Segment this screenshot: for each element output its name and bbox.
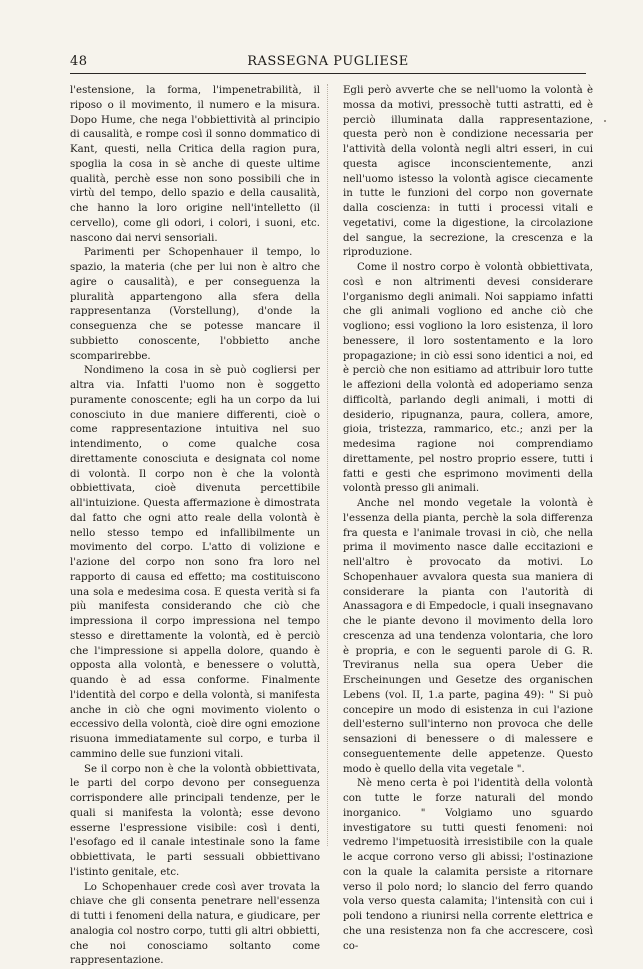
page-number: 48 (70, 54, 88, 69)
right-column (343, 84, 593, 954)
paragraph: Se il corpo non è che la volontà obbiettivata, le parti del corpo devono per conseguenza corrispondere alle principali tendenze, per le quali si manifesta la volontà; esse devono esserne l'espressione visibile: così i denti, l'esofago ed il canale intestinale sono la fame obbiettivata, le parti sessuali obbiettivano l'istinto genitale, etc. (70, 763, 320, 881)
page-header (70, 52, 586, 72)
paragraph: Nondimeno la cosa in sè può cogliersi per altra via. Infatti l'uomo non è soggetto puramente conoscente; egli ha un corpo da lui conosciuto in due maniere differenti, cioè o come rappresentazione intuitiva nel suo intendimento, o come qualche cosa direttamente conosciuta e designata col nome di volontà. Il corpo non è che la volontà obbiettivata, cioè divenuta percettibile all'intuizione. Questa affermazione è dimostrata dal fatto che ogni atto reale della volontà è nello stesso tempo ed infallibilmente un movimento del corpo. L'atto di volizione e l'azione del corpo non sono fra loro nel rapporto di causa ed effetto; ma costituiscono una sola e medesima cosa. E questa verità si fa più manifesta considerando che ciò che impressiona il corpo impressiona nel tempo stesso e direttamente la volontà, ed è perciò che l'impressione si appella dolore, quando è opposta alla volontà, e benessere o voluttà, quando è ad essa conforme. Finalmente l'identità del corpo e della volontà, si manifesta anche in ciò che ogni movimento violento o eccessivo della volontà, cioè dire ogni emozione risuona immediatamente sul corpo, e turba il cammino delle sue funzioni vitali. (70, 364, 320, 762)
running-title: RASSEGNA PUGLIESE (70, 54, 586, 69)
paragraph: Egli però avverte che se nell'uomo la volontà è mossa da motivi, pressochè tutti astratti, ed è perciò illuminata dalla rappresentazione, questa però non è condizione necessaria per l'attività della volontà negli altri esseri, in cui questa agisce inconscientemente, anzi nell'uomo istesso la volontà agisce ciecamente in tutte le funzioni del corpo non governate dalla coscienza: in tutti i processi vitali e vegetativi, come la digestione, la circolazione del sangue, la secrezione, la crescenza e la riproduzione. (343, 84, 593, 261)
left-column (70, 84, 320, 969)
paragraph: Lo Schopenhauer crede così aver trovata la chiave che gli consenta penetrare nell'essenza di tutti i fenomeni della natura, e giudicare, per analogia col nostro corpo, tutti gli altri obbietti, che noi conosciamo soltanto come rappresentazione. (70, 881, 320, 969)
paragraph: l'estensione, la forma, l'impenetrabilità, il riposo o il movimento, il numero e la misura. Dopo Hume, che nega l'obbiettività al principio di causalità, e rompe così il sonno dommatico di Kant, questi, nella Critica della ragion pura, spoglia la cosa in sè anche di queste ultime qualità, perchè esse non sono possibili che in virtù del tempo, dello spazio e della causalità, che hanno la loro origine nell'intelletto (il cervello), come gli odori, i colori, i suoni, etc. nascono dai nervi sensoriali. (70, 84, 320, 246)
paragraph: Nè meno certa è poi l'identità della volontà con tutte le forze naturali del mondo inorganico. " Volgiamo uno sguardo investigatore su tutti questi fenomeni: noi vedremo l'impetuosità irresistibile con la quale le acque corrono verso gli abissi; l'ostinazione con la quale la calamita persiste a ritornare verso il polo nord; lo slancio del ferro quando vola verso questa calamita; l'intensità con cui i poli tendono a riunirsi nella corrente elettrica e che una resistenza non fa che accrescere, così co- (343, 777, 593, 954)
column-divider (327, 84, 328, 846)
paragraph: Parimenti per Schopenhauer il tempo, lo spazio, la materia (che per lui non è altro che agire o causalità), e per conseguenza la pluralità appartengono alla sfera della rappresentanza (Vorstellung), d'onde la conseguenza che se potesse mancare il subbietto conoscente, l'obbietto anche scomparirebbe. (70, 246, 320, 364)
header-rule (70, 73, 586, 74)
paragraph: Anche nel mondo vegetale la volontà è l'essenza della pianta, perchè la sola differenza fra questa e l'animale trovasi in ciò, che nella prima il movimento nasce dalle eccitazioni e nell'altro è provocato da motivi. Lo Schopenhauer avvalora questa sua maniera di considerare la pianta con l'autorità di Anassagora e di Empedocle, i quali insegnavano che le piante devono il movimento della loro crescenza ad una tendenza volontaria, che loro è propria, e con le seguenti parole di G. R. Treviranus nella sua opera Ueber die Erscheinungen und Gesetze des organischen Lebens (vol. II, 1.a parte, pagina 49): " Si può concepire un modo di esistenza in cui l'azione dell'esterno sull'interno non provoca che delle sensazioni di benessere o di malessere e conseguentemente delle appetenze. Questo modo è quello della vita vegetale ". (343, 497, 593, 777)
margin-speck (604, 120, 606, 122)
paragraph: Come il nostro corpo è volontà obbiettivata, così e non altrimenti devesi considerare l'organismo degli animali. Noi sappiamo infatti che gli animali vogliono ed anche ciò che vogliono; essi vogliono la loro esistenza, il loro benessere, il loro sostentamento e la loro propagazione; in ciò essi sono identici a noi, ed è perciò che non esitiamo ad attribuir loro tutte le affezioni della volontà ed adoperiamo senza difficoltà, parlando degli animali, i motti di desiderio, ripugnanza, paura, collera, amore, gioia, tristezza, rammarico, etc.; anzi per la medesima ragione noi comprendiamo direttamente, pel nostro proprio essere, tutti i fatti e gesti che esprimono movimenti della volontà presso gli animali. (343, 261, 593, 497)
